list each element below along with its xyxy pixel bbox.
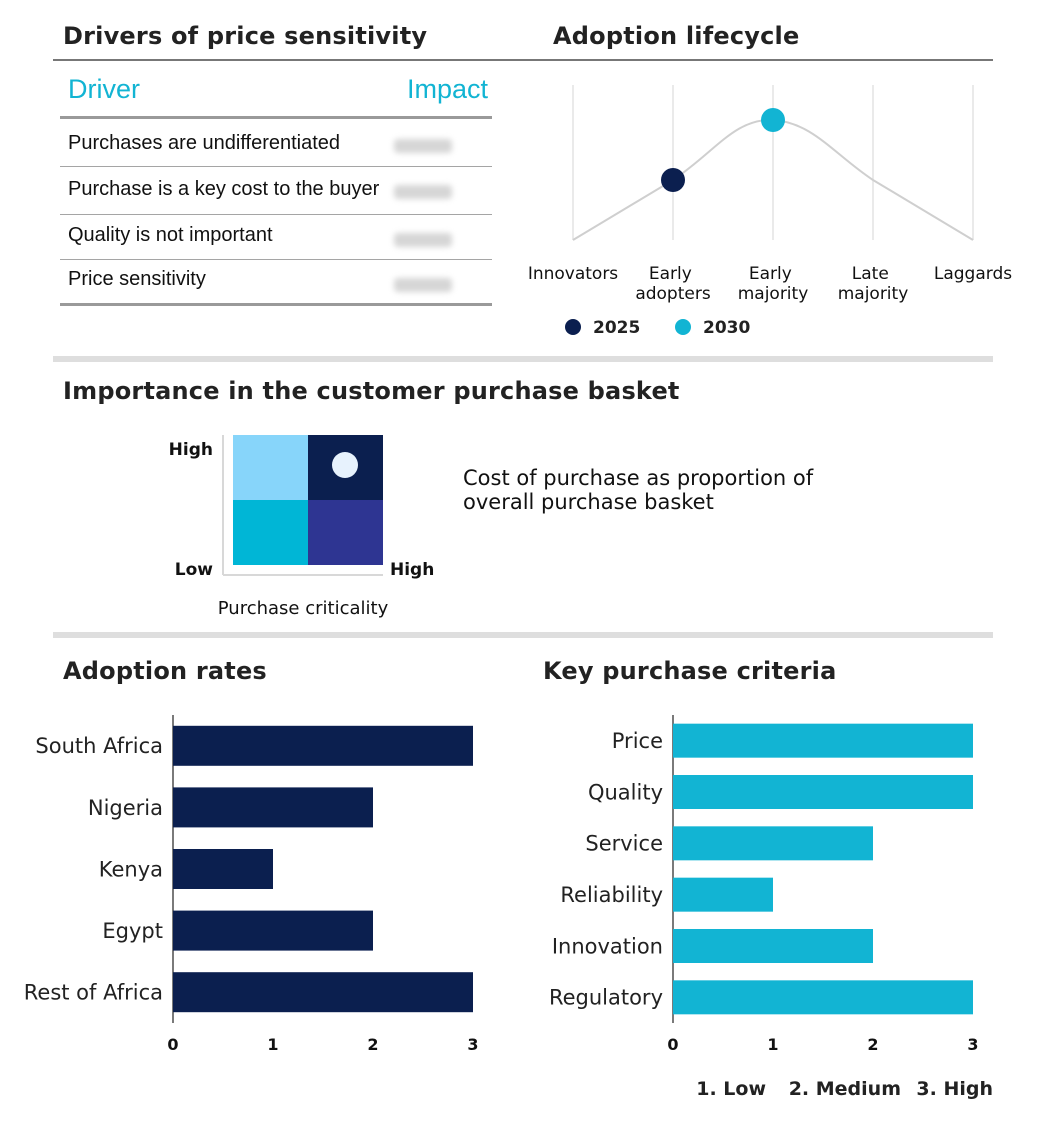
bar <box>173 849 273 889</box>
scale-legend-high: 3. High <box>916 1078 993 1100</box>
description-line: Cost of purchase as proportion of <box>463 466 814 490</box>
category-label: Kenya <box>98 857 163 882</box>
tick-label: 1 <box>767 1035 779 1054</box>
stage-label <box>635 264 711 304</box>
purchase-criteria-chart <box>520 700 1030 1070</box>
tick-label: 3 <box>967 1035 979 1054</box>
drivers-table-row <box>60 215 492 260</box>
position-marker <box>332 452 358 478</box>
driver-label: Purchases are undifferentiated <box>68 132 341 154</box>
tick-label: 2 <box>867 1035 879 1054</box>
category-label: Nigeria <box>87 795 163 820</box>
stage-label: Innovators <box>527 264 619 284</box>
impact-value-redacted <box>394 139 452 153</box>
x-high-label: High <box>390 560 435 580</box>
section-divider <box>53 356 993 362</box>
tick-label: 3 <box>467 1035 479 1054</box>
impact-column-header: Impact <box>406 74 488 104</box>
quadrant-top-left <box>233 435 308 500</box>
purchase-criteria-title: Key purchase criteria <box>543 657 837 685</box>
stage-label-line: adopters <box>635 284 711 304</box>
stage-label <box>738 264 809 304</box>
driver-label: Price sensitivity <box>68 268 206 290</box>
legend-dot-2025 <box>565 319 581 335</box>
drivers-table-row <box>60 119 492 167</box>
impact-value-redacted <box>394 278 452 292</box>
drivers-table <box>60 72 492 306</box>
section-divider <box>53 632 993 638</box>
category-label: Rest of Africa <box>23 980 163 1005</box>
purchase-basket-matrix <box>150 425 450 625</box>
category-label: Service <box>585 831 663 856</box>
driver-label: Quality is not important <box>68 224 273 246</box>
top-divider <box>53 59 993 61</box>
legend-label-2025: 2025 <box>593 318 641 338</box>
stage-label <box>838 264 909 304</box>
tick-label: 0 <box>667 1035 679 1054</box>
bar <box>673 878 773 912</box>
tick-label: 1 <box>267 1035 279 1054</box>
quadrant-bottom-right <box>308 500 383 565</box>
y-high-label: High <box>168 440 213 460</box>
lifecycle-legend <box>565 318 750 338</box>
bar <box>673 724 973 758</box>
bar <box>673 980 973 1014</box>
impact-value-redacted <box>394 185 452 199</box>
bar <box>173 911 373 951</box>
adoption-lifecycle-chart <box>520 80 1030 345</box>
y-low-label: Low <box>174 560 213 580</box>
stage-label-line: majority <box>737 284 809 304</box>
bar <box>173 726 473 766</box>
marker-2025 <box>661 168 685 192</box>
driver-column-header: Driver <box>68 74 140 104</box>
category-label: Reliability <box>560 883 663 908</box>
description-line: overall purchase basket <box>463 490 714 514</box>
stage-label-line: Late <box>851 264 889 284</box>
category-label: Egypt <box>102 918 163 943</box>
bar <box>673 826 873 860</box>
marker-2030 <box>761 108 785 132</box>
bar <box>673 929 873 963</box>
basket-title: Importance in the customer purchase basket <box>63 377 680 405</box>
drivers-table-row <box>60 167 492 215</box>
tick-label: 0 <box>167 1035 179 1054</box>
scale-legend-low: 1. Low <box>696 1078 766 1100</box>
stage-label-line: Early <box>648 264 692 284</box>
category-label: South Africa <box>35 734 163 759</box>
scale-legend <box>600 1070 1020 1110</box>
bar <box>673 775 973 809</box>
tick-label: 2 <box>367 1035 379 1054</box>
driver-label: Purchase is a key cost to the buyer <box>68 178 380 200</box>
adoption-rates-title: Adoption rates <box>63 657 267 685</box>
legend-dot-2030 <box>675 319 691 335</box>
category-label: Innovation <box>551 934 663 959</box>
stage-label-line: Early <box>748 264 792 284</box>
category-label: Quality <box>587 780 663 805</box>
quadrant-bottom-left <box>233 500 308 565</box>
drivers-table-header <box>60 72 492 119</box>
stage-label-line: majority <box>837 284 909 304</box>
drivers-table-row <box>60 260 492 306</box>
adoption-rates-chart <box>0 700 520 1070</box>
category-label: Price <box>611 729 663 754</box>
impact-value-redacted <box>394 233 452 247</box>
category-label: Regulatory <box>548 985 663 1010</box>
legend-label-2030: 2030 <box>703 318 751 338</box>
scale-legend-medium: 2. Medium <box>788 1078 901 1100</box>
bar <box>173 972 473 1012</box>
bar <box>173 787 373 827</box>
drivers-title: Drivers of price sensitivity <box>63 22 428 50</box>
basket-description <box>463 466 813 514</box>
lifecycle-title: Adoption lifecycle <box>553 22 800 50</box>
x-axis-label: Purchase criticality <box>217 598 389 619</box>
stage-label: Laggards <box>933 264 1013 284</box>
